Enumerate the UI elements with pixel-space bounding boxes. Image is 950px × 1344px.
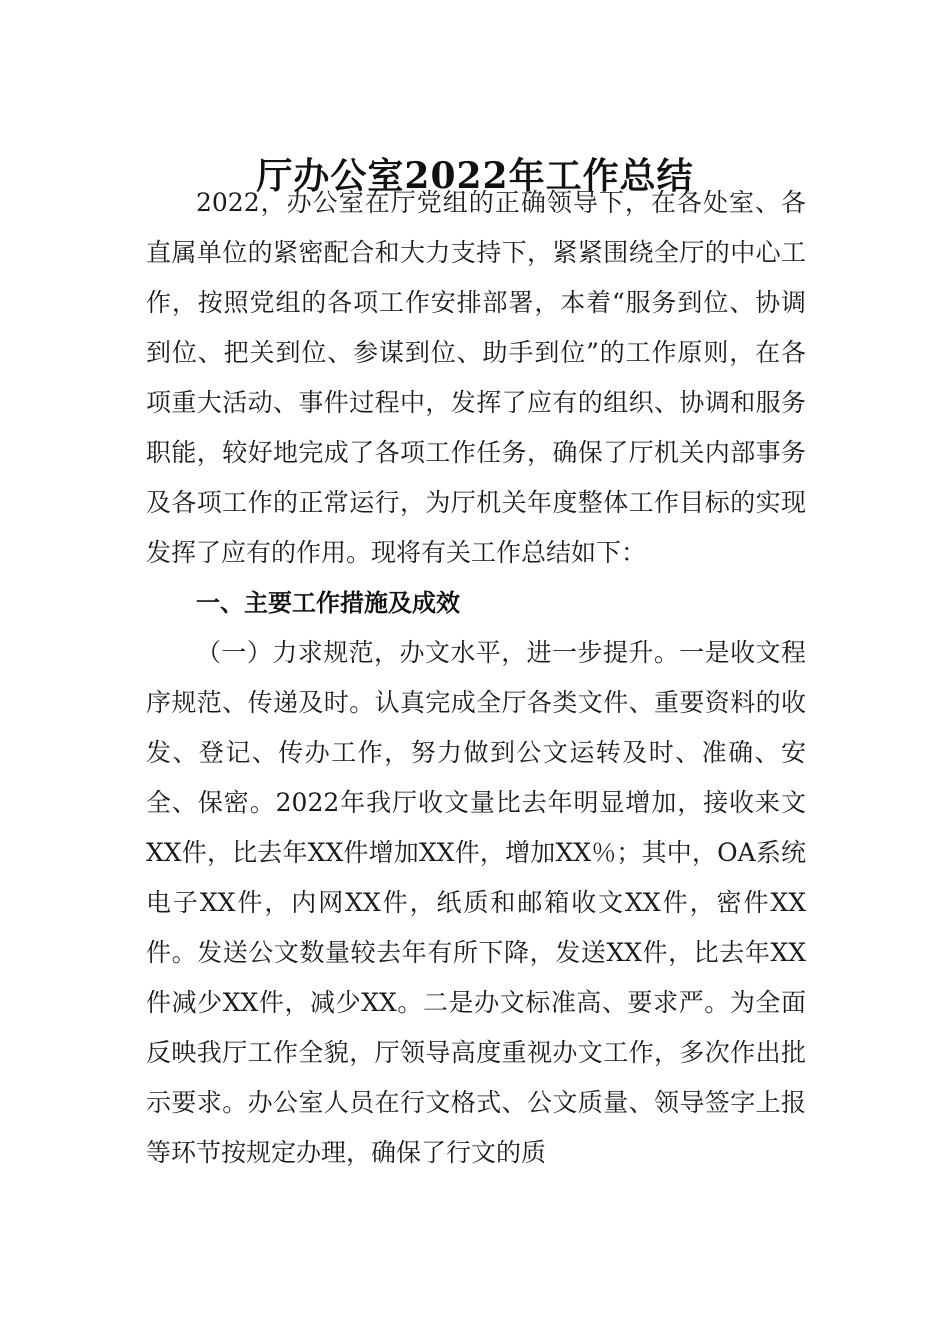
document-body bbox=[146, 178, 806, 1178]
section-heading: 一、主要工作措施及成效 bbox=[196, 589, 460, 617]
document-title: 厅办公室2022年工作总结 bbox=[256, 155, 694, 198]
section-paragraph: （一）力求规范，办文水平，进一步提升。一是收文程序规范、传递及时。认真完成全厅各类文件、重要资料的收发、登记、传办工作，努力做到公文运转及时、准确、安全、保密。2022年我厅收文量比去年明显增加，接收来文XX件，比去年XX件增加XX件，增加XX％；其中，OA系统电子XX件，内网XX件，纸质和邮箱收文XX件，密件XX件。发送公文数量较去年有所下降，发送XX件，比去年XX件减少XX件，减少XX。二是办文标准高、要求严。为全面反映我厅工作全貌，厅领导高度重视办文工作，多次作出批示要求。办公室人员在行文格式、公文质量、领导签字上报等环节按规定办理，确保了行文的质 bbox=[146, 638, 806, 1167]
intro-paragraph: 2022，办公室在厅党组的正确领导下，在各处室、各直属单位的紧密配合和大力支持下，紧紧围绕全厅的中心工作，按照党组的各项工作安排部署，本着“服务到位、协调到位、把关到位、参谋到位、助手到位”的工作原则，在各项重大活动、事件过程中，发挥了应有的组织、协调和服务职能，较好地完成了各项工作任务，确保了厅机关内部事务及各项工作的正常运行，为厅机关年度整体工作目标的实现发挥了应有的作用。现将有关工作总结如下： bbox=[146, 188, 806, 567]
